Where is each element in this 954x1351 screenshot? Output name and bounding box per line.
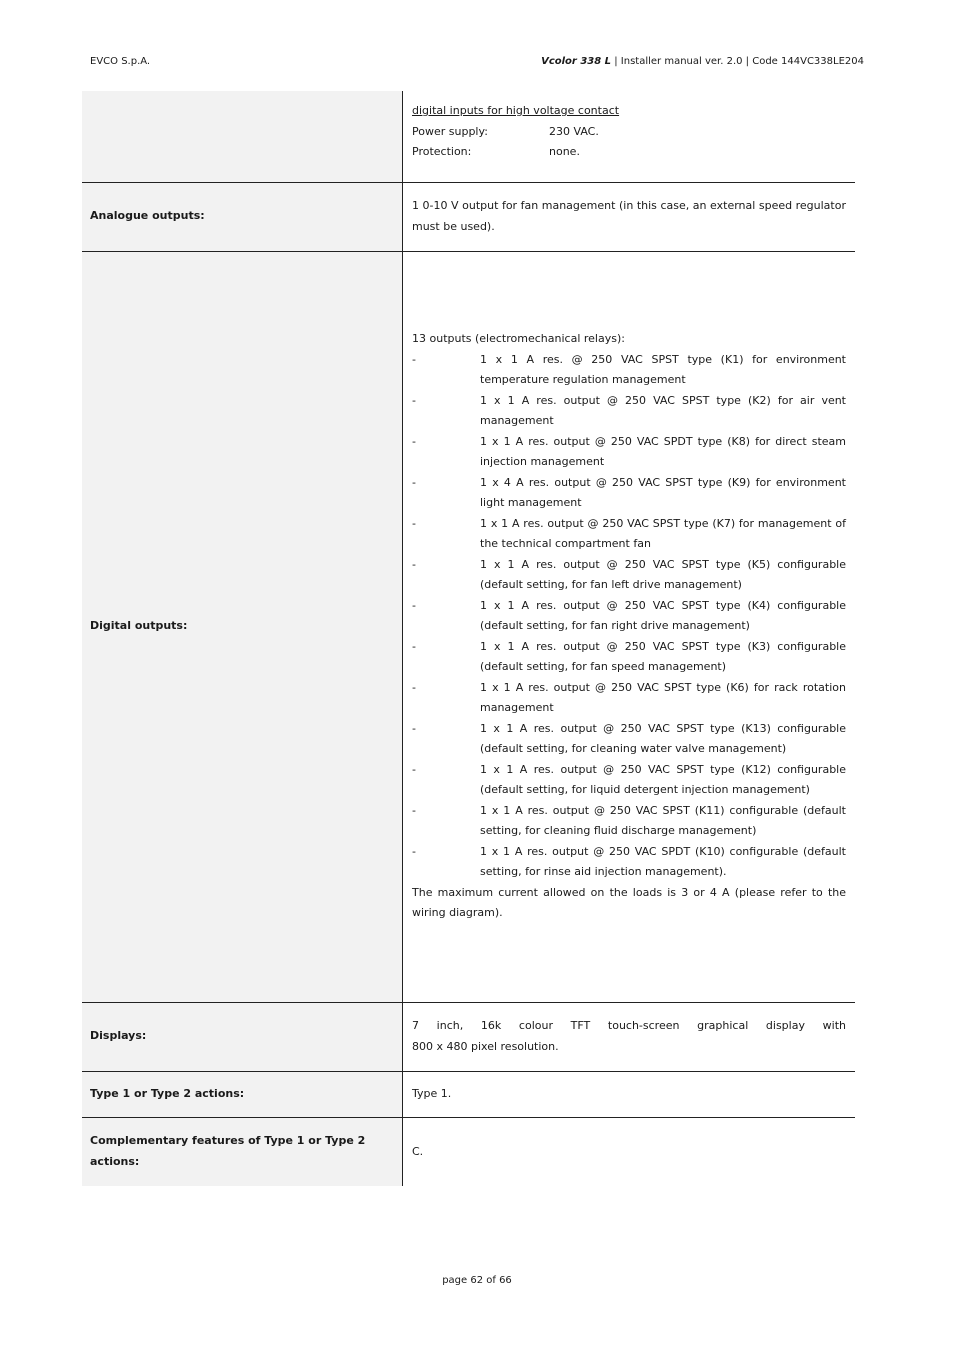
list-dash: - (412, 721, 416, 735)
header-separator: | (742, 56, 753, 67)
list-item (412, 555, 846, 596)
list-item-text: 1 x 4 A res. output @ 250 VAC SPST type (K9) for environment light management (480, 475, 846, 510)
header-separator: | (611, 56, 621, 67)
list-item-text: 1 x 1 A res. output @ 250 VAC SPDT type (K8) for direct steam injection management (480, 434, 846, 469)
list-dash: - (412, 516, 416, 530)
list-item-text: 1 x 1 A res. output @ 250 VAC SPST (K11) configurable (default setting, for cleaning fluid discharge management) (480, 803, 846, 838)
list-item-text: 1 x 1 A res. output @ 250 VAC SPST type (K12) configurable (default setting, for liquid detergent injection management) (480, 762, 846, 797)
row-value (403, 1002, 856, 1071)
row-complementary-features (82, 1117, 855, 1186)
list-dash: - (412, 762, 416, 776)
list-item (412, 842, 846, 883)
power-supply-key: Power supply: (412, 124, 488, 138)
list-dash: - (412, 639, 416, 653)
row-value: 1 0-10 V output for fan management (in this case, an external speed regulator must be used). (403, 182, 856, 251)
list-item (412, 432, 846, 473)
list-item (412, 678, 846, 719)
row-label: Type 1 or Type 2 actions: (82, 1071, 403, 1117)
section-heading: digital inputs for high voltage contact (412, 104, 620, 117)
list-dash: - (412, 557, 416, 571)
displays-line-2: 800 x 480 pixel resolution. (412, 1039, 559, 1053)
list-dash: - (412, 803, 416, 817)
displays-line-1: 7 inch, 16k colour TFT touch-screen graphical display with (412, 1019, 846, 1032)
list-item (412, 760, 846, 801)
row-value: Type 1. (403, 1071, 856, 1117)
list-item (412, 473, 846, 514)
list-item-text: 1 x 1 A res. output @ 250 VAC SPST type (K3) configurable (default setting, for fan speed management) (480, 639, 846, 674)
row-value (403, 91, 856, 182)
row-analogue-outputs (82, 182, 855, 251)
row-label: Displays: (82, 1002, 403, 1071)
list-item (412, 596, 846, 637)
list-item-text: 1 x 1 A res. output @ 250 VAC SPST type (K6) for rack rotation management (480, 680, 846, 715)
list-item-text: 1 x 1 A res. output @ 250 VAC SPST type (K5) configurable (default setting, for fan left drive management) (480, 557, 846, 592)
row-type-actions (82, 1071, 855, 1117)
row-value: C. (412, 1144, 424, 1158)
list-item-text: 1 x 1 A res. output @ 250 VAC SPST type (K13) configurable (default setting, for cleaning water valve management) (480, 721, 846, 756)
list-item-text: 1 x 1 A res. output @ 250 VAC SPST type (K2) for air vent management (480, 393, 846, 428)
list-item (412, 801, 846, 842)
list-dash: - (412, 352, 416, 366)
outputs-intro: 13 outputs (electromechanical relays): (412, 332, 625, 346)
list-item-text: 1 x 1 A res. @ 250 VAC SPST type (K1) for environment temperature regulation management (480, 352, 846, 387)
list-item (412, 637, 846, 678)
outputs-note: The maximum current allowed on the loads is 3 or 4 A (please refer to the wiring diagram). (412, 885, 846, 920)
row-digital-inputs-continued (82, 91, 855, 182)
page-number: page 62 of 66 (442, 1275, 512, 1286)
list-dash: - (412, 393, 416, 407)
list-dash: - (412, 434, 416, 448)
list-item (412, 391, 846, 432)
outputs-list (412, 350, 846, 883)
list-item-text: 1 x 1 A res. output @ 250 VAC SPST type (K7) for management of the technical compartment fan (480, 516, 846, 551)
manual-version: Installer manual ver. 2.0 (620, 56, 743, 67)
list-item (412, 514, 846, 555)
power-supply-value: 230 VAC. (549, 124, 599, 138)
list-item-text: 1 x 1 A res. output @ 250 VAC SPST type (K4) configurable (default setting, for fan right drive management) (480, 598, 846, 633)
list-item (412, 350, 846, 391)
list-item (412, 719, 846, 760)
list-dash: - (412, 475, 416, 489)
protection-row (412, 142, 846, 163)
row-value (403, 251, 856, 1002)
company-name: EVCO S.p.A. (90, 56, 151, 67)
row-label: Digital outputs: (82, 251, 403, 1002)
document-code: Code 144VC338LE204 (752, 56, 864, 67)
protection-value: none. (549, 145, 580, 158)
list-item-text: 1 x 1 A res. output @ 250 VAC SPDT (K10) configurable (default setting, for rinse aid injection management). (480, 844, 846, 879)
list-dash: - (412, 844, 416, 858)
row-label: Analogue outputs: (82, 182, 403, 251)
row-label: Complementary features of Type 1 or Type 2 actions: (82, 1117, 403, 1186)
power-supply-row (412, 122, 846, 143)
list-dash: - (412, 680, 416, 694)
row-digital-outputs (82, 251, 855, 1002)
row-displays (82, 1002, 855, 1071)
list-dash: - (412, 598, 416, 612)
document-header (541, 56, 864, 67)
row-label-empty (82, 91, 403, 182)
protection-key: Protection: (412, 145, 472, 158)
product-name: Vcolor 338 L (541, 56, 612, 67)
specification-table (82, 91, 855, 1186)
